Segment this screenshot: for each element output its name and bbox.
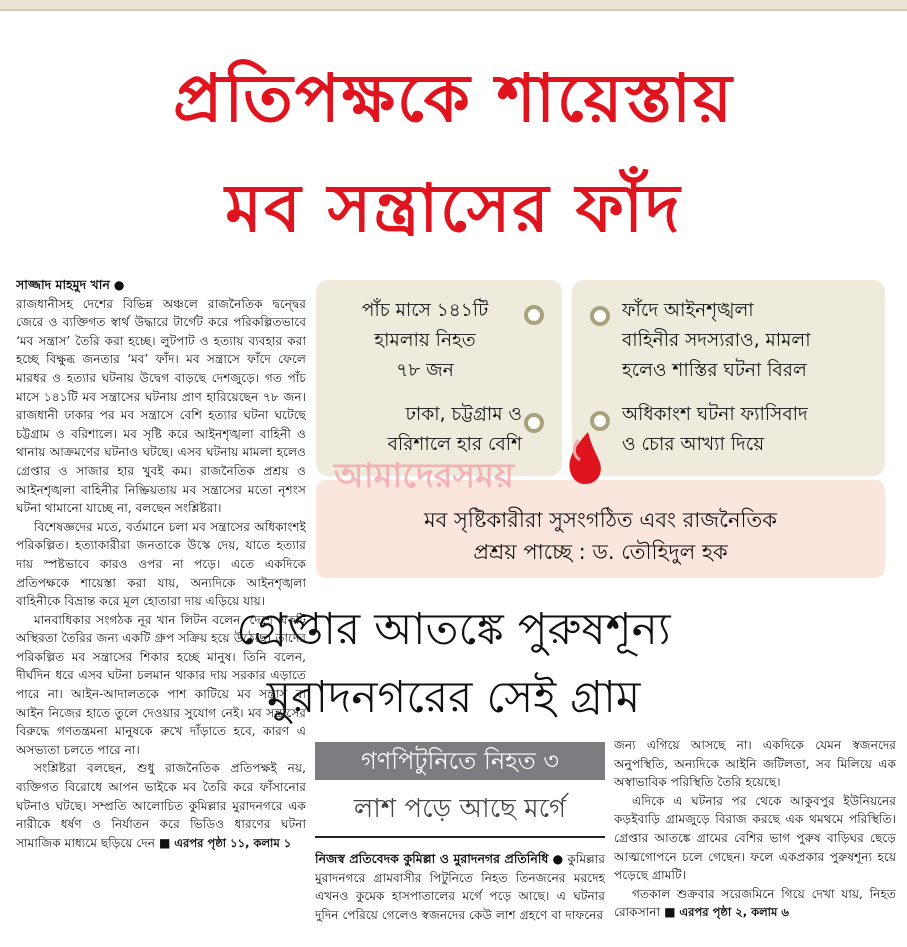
continue-marker-icon: ■ — [158, 835, 171, 850]
second-paragraph-3: এদিকে এ ঘটনার পর থেকে আকুবপুর ইউনিয়নের কড়ইবাড়ি গ্রামজুড়ে বিরাজ করছে এক থমথমে পরিস্থিতি। গ্রেপ্তার আতঙ্কে গ্রামের বেশির ভাগ পুরুষ বাড়িঘর ছেড়ে আত্মগোপনে চলে গেছেন। ফলে একপ্রকার পুরুষশূন্য হয়ে পড়েছে গ্রামটি। — [614, 793, 896, 883]
second-headline-line-1: গ্রেপ্তার আতঙ্কে পুরুষশূন্য — [236, 604, 671, 655]
continue-marker-icon: ■ — [663, 905, 676, 920]
second-paragraph-2: জন্য এগিয়ে আসছে না। একদিকে যেমন স্বজনদের অনুপস্থিতি, অন্যদিকে আইনি জটিলতা, সব মিলিয়ে এক অস্বাভাবিক পরিস্থিতি তৈরি হয়েছে। — [614, 738, 896, 790]
lead-paragraph-2: বিশেষজ্ঞদের মতে, বর্তমানে চলা মব সন্ত্রাসের অধিকাংশই পরিকল্পিত। হত্যাকারীরা জনতাকে উস্কে দেয়, যাতে হত্যার দায় স্পষ্টভাবে কারও ওপর না পড়ে। এতে একদিকে প্রতিপক্ষকে শায়েস্তা করা যায়, অন্যদিকে আইনশৃঙ্খলা বাহিনীকে বিভ্রান্ত করে মূল হোতারা দায় এড়িয়ে যায়। — [16, 519, 306, 609]
bullet-circle-icon — [524, 413, 544, 433]
lead-continuation: এরপর পৃষ্ঠা ১১, কলাম ১ — [174, 835, 292, 850]
byline-dot-icon: ● — [113, 278, 125, 292]
highlight-left-1: পাঁচ মাসে ১৪১টি হামলায় নিহত ৭৮ জন — [361, 300, 489, 381]
second-story-col-1 — [315, 850, 605, 942]
lead-paragraph-4: সংশ্লিষ্টরা বলছেন, শুধু রাজনৈতিক প্রতিপক্ষই নয়, ব্যক্তিগত বিরোধে আপন ভাইকে মব তৈরি করে ফাঁসানোর ঘটনাও ঘটছে। সম্প্রতি আলোচিত কুমিল্লার মুরাদনগরে এক নারীকে ধর্ষণ ও নির্যাতন করে ভিডিও ধারণের ঘটনা সামাজিক মাধ্যমে ছড়িয়ে দেন — [16, 761, 306, 850]
divider — [315, 836, 605, 838]
main-headline-line-2: মব সন্ত্রাসের ফাঁদ — [225, 170, 682, 247]
quote-line-2: প্রশ্রয় পাচ্ছে : ড. তৌহিদুল হক — [473, 540, 728, 564]
lead-paragraph-3: মানবাধিকার সংগঠক নূর খান লিটন বলেন, দেশে একটি অস্থিরতা তৈরির জন্য একটি গ্রুপ সক্রিয় হয়ে উঠেছে। তাদের পরিকল্পিত মব সন্ত্রাসের শিকার হচ্ছে মানুষ। তিনি বলেন, দীর্ঘদিন ধরে এসব ঘটনা চলমান থাকার দায় সরকার এড়াতে পারে না। আইন-আদালতকে পাশ কাটিয়ে মব সন্ত্রাস বা আইন নিজের হাতে তুলে দেওয়ার সুযোগ নেই। মব সন্ত্রাসের বিরুদ্ধে গণতন্ত্রমনা মানুষকে রুখে দাঁড়াতে হবে, কারণ এ অসভ্যতা চলতে পারে না। — [16, 612, 306, 757]
bullet-circle-icon — [524, 305, 544, 325]
second-byline: নিজস্ব প্রতিবেদক কুমিল্লা ও মুরাদনগর প্রতিনিধি — [315, 851, 549, 866]
lead-byline: সাজ্জাদ মাহমুদ খান — [16, 277, 110, 292]
main-headline-line-1: প্রতিপক্ষকে শায়েস্তায় — [173, 60, 734, 137]
publisher-logo-icon — [560, 430, 604, 490]
top-rule — [0, 0, 907, 11]
publisher-watermark: আমাদেরসময় — [334, 456, 514, 496]
second-paragraph-4: গতকাল শুক্রবার সরেজমিনে গিয়ে দেখা যায়, নিহত রোকসানা — [614, 886, 896, 920]
bullet-circle-icon — [590, 306, 610, 326]
second-paragraph-1: কুমিল্লার মুরাদনগরে গ্রামবাসীর পিটুনিতে নিহত তিনজনের মরদেহ এখনও কুমেক হাসপাতালের মর্গে পড়ে আছে। এ ঘটনার দুদিন পেরিয়ে গেলেও স্বজনদের কেউ লাশ গ্রহণে বা দাফনের — [315, 852, 605, 922]
highlight-right-2: অধিকাংশ ঘটনা ফ্যাসিবাদ ও চোর আখ্যা দিয়ে — [622, 404, 808, 455]
second-headline-line-2: মুরাদনগরের সেই গ্রাম — [266, 672, 641, 723]
highlight-right-1: ফাঁদে আইনশৃঙ্খলা বাহিনীর সদস্যরাও, মামলা হলেও শাস্তির ঘটনা বিরল — [622, 300, 811, 381]
second-continuation: এরপর পৃষ্ঠা ২, কলাম ৬ — [679, 905, 789, 920]
subhead: লাশ পড়ে আছে মর্গে — [353, 794, 567, 824]
highlight-left-2: ঢাকা, চট্টগ্রাম ও বরিশালে হার বেশি — [387, 404, 522, 455]
kicker-bar: গণপিটুনিতে নিহত ৩ — [315, 742, 605, 780]
quote-line-1: মব সৃষ্টিকারীরা সুসংগঠিত এবং রাজনৈতিক — [424, 508, 777, 532]
second-story-col-2 — [614, 736, 896, 940]
lead-paragraph-1: রাজধানীসহ দেশের বিভিন্ন অঞ্চলে রাজনৈতিক দ্বন্দ্বের জেরে ও ব্যক্তিগত স্বার্থ উদ্ধারে টার্গেট করে পরিকল্পিতভাবে ‘মব সন্ত্রাস’ তৈরি করা হচ্ছে। লুটপাট ও হত্যায় ব্যবহার করা হচ্ছে বিক্ষুব্ধ জনতার ‘মব’ ফাঁদ। মব সন্ত্রাসে ফাঁদে ফেলে মারধর ও হত্যার ঘটনায় উদ্বেগ বাড়ছে দেশজুড়ে। গত পাঁচ মাসে ১৪১টি মব সন্ত্রাসের ঘটনায় প্রাণ হারিয়েছেন ৭৮ জন। রাজধানী ঢাকার পর মব সন্ত্রাসে বেশি হত্যার ঘটনা ঘটেছে চট্টগ্রাম ও বরিশালে। মব সৃষ্টি করে আইনশৃঙ্খলা বাহিনী ও থানায় আক্রমণের ঘটনাও ঘটছে। এসব ঘটনায় মামলা হলেও গ্রেপ্তার ও সাজার হার খুবই কম। রাজনৈতিক প্রশ্রয় ও আইনশৃঙ্খলা বাহিনীর নিষ্ক্রিয়তায় মব সন্ত্রাসের মতো নৃশংস ঘটনা থামানো যাচ্ছে না, বলছেন সংশ্লিষ্টরা। — [16, 296, 306, 516]
bullet-circle-icon — [590, 411, 610, 431]
byline-dot-icon: ● — [552, 852, 564, 866]
